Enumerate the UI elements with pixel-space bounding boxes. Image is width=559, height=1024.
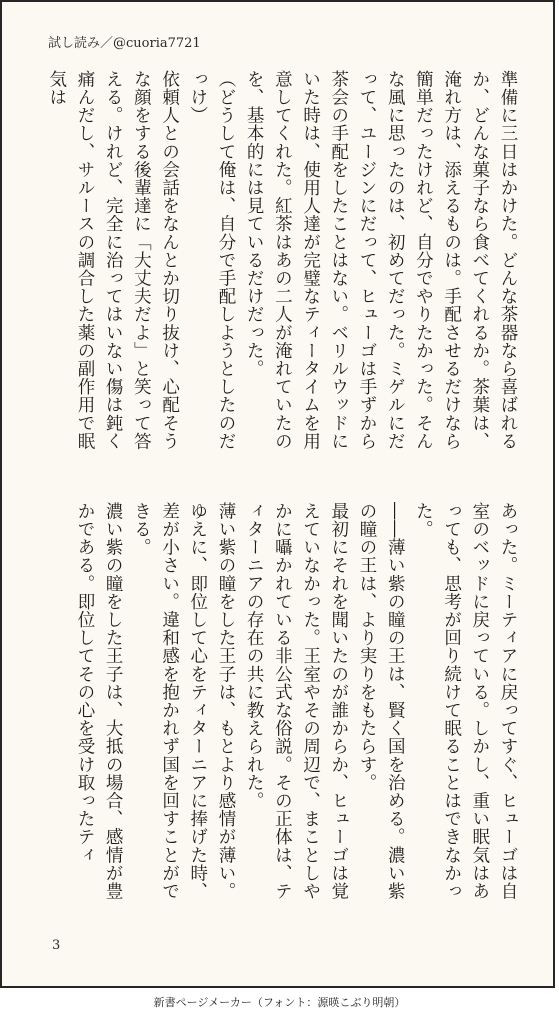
paragraph: 準備に三日はかけた。どんな茶器なら喜ばれるか、どんな菓子なら食べてくれるか。茶葉は、淹れ方は、添えるものは。手配させるだけなら簡単だったけれど、自分でやりたかった。そんな風に思ったのは、初めてだった。ミゲルにだって、ユージンにだって、ヒューゴは手ずから茶会の手配をしたことはない。ベリルウッドにいた時は、使用人達が完璧なティータイムを用意してくれた。紅茶はあの二人が淹れていたのを、基本的には見ているだけだった。 [244,70,518,451]
text-block-upper [38,70,522,468]
paragraph: あった。ミーティアに戻ってすぐ、ヒューゴは自室のベッドに戻っている。しかし、重い眠気はあっても、思考が回り続けて眠ることはできなかった。 [413,502,518,901]
paragraph: （どうして俺は、自分で手配しようとしたのだっけ） [187,70,236,451]
paragraph: 薄い紫の瞳をした王子は、もとより感情が薄い。ゆえに、即位して心をティターニアに捧げた時、差が小さい。違和感を抱かれず国を回すことができる。 [131,502,236,901]
generator-credit: 新書ページメーカー（フォント：源暎こぶり明朝） [153,996,406,1009]
text-block-lower [38,502,522,902]
paragraph: 依頼人との会話をなんとか切り抜け、心配そうな顔をする後輩達に「大丈夫だよ」と笑って答える。けれど、完全に治ってはいない傷は鈍く痛んだし、サルースの調合した薬の副作用で眠気は [46,70,180,451]
paragraph: 最初にそれを聞いたのが誰からか、ヒューゴは覚えていなかった。王室やその周辺で、まことしやかに囁かれている非公式な俗説。その正体は、ティターニアの存在の共に教えられた。 [244,502,349,901]
page-number: 3 [52,938,61,953]
paragraph: 濃い紫の瞳をした王子は、大抵の場合、感情が豊かである。即位してその心を受け取ったティ [74,502,124,901]
paragraph: ――薄い紫の瞳の王は、賢く国を治める。濃い紫の瞳の王は、より実りをもたらす。 [356,502,406,901]
page-header: 試し読み／@cuoria7721 [48,36,201,51]
